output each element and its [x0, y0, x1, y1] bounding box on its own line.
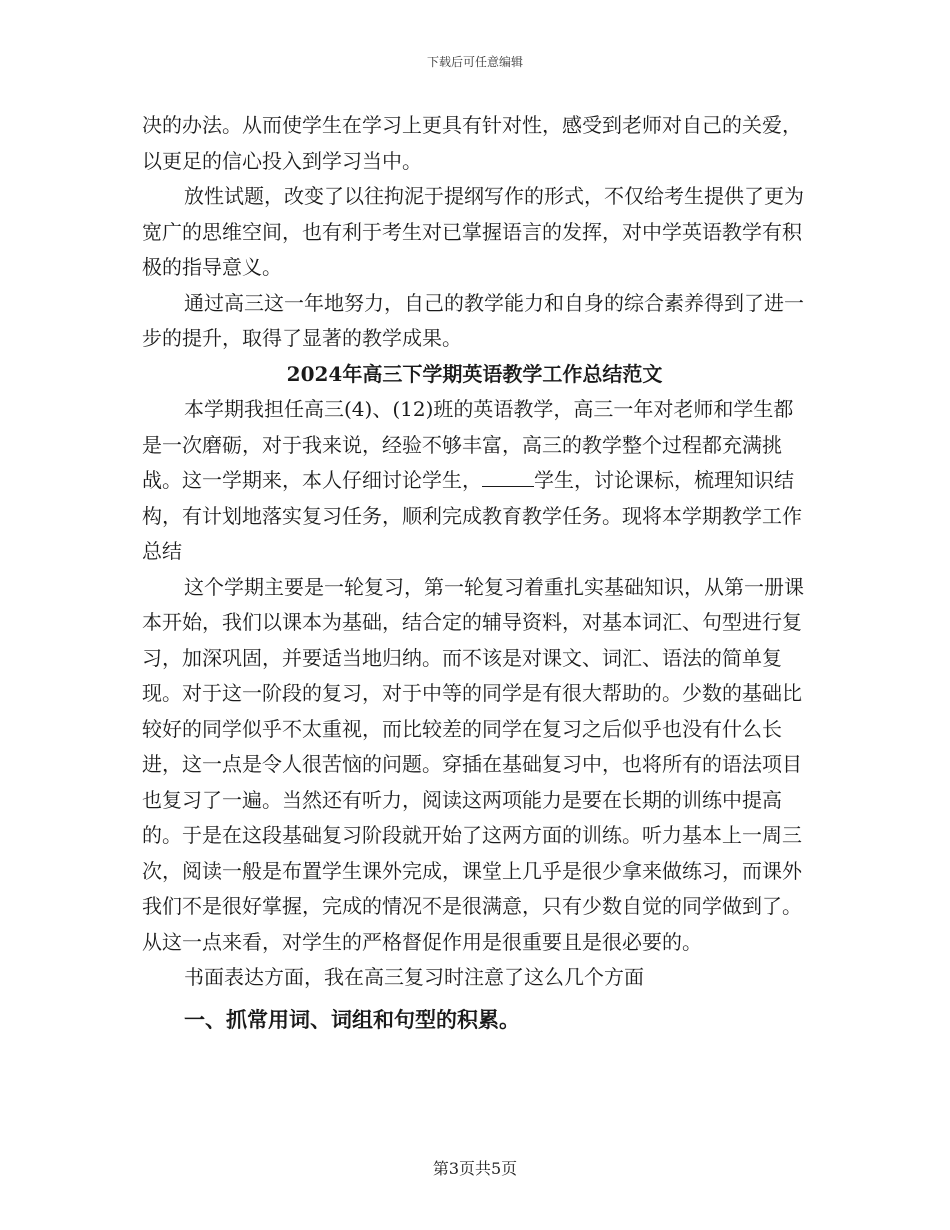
page-footer: 第3页共5页 [432, 1159, 518, 1178]
section-heading-1: 一、抓常用词、词组和句型的积累。 [184, 1006, 520, 1032]
paragraph-6: 书面表达方面，我在高三复习时注意了这么几个方面 [184, 965, 644, 989]
paragraph-2: 放性试题，改变了以往拘泥于提纲写作的形式，不仅给考生提供了更为宽广的思维空间，也有利于考生对已掌握语言的发挥，对中学英语教学有积极的指导意义。 [142, 184, 804, 279]
paragraph-1: 决的办法。从而使学生在学习上更具有针对性，感受到老师对自己的关爱，以更足的信心投入到学习当中。 [142, 113, 802, 173]
fill-blank [482, 468, 534, 487]
document-body [142, 108, 807, 1037]
paragraph-3: 通过高三这一年地努力，自己的教学能力和自身的综合素养得到了进一步的提升，取得了显著的教学成果。 [142, 290, 804, 350]
paragraph-5: 这个学期主要是一轮复习，第一轮复习着重扎实基础知识，从第一册课本开始，我们以课本为基础，结合定的辅导资料，对基本词汇、句型进行复习，加深巩固，并要适当地归纳。而不该是对课文、词汇、语法的简单复现。对于这一阶段的复习，对于中等的同学是有很大帮助的。少数的基础比较好的同学似乎不太重视，而比较差的同学在复习之后似乎也没有什么长进，这一点是令人很苦恼的问题。穿插在基础复习中，也将所有的语法项目也复习了一遍。当然还有听力，阅读这两项能力是要在长期的训练中提高的。于是在这段基础复习阶段就开始了这两方面的训练。听力基本上一周三次，阅读一般是布置学生课外完成，课堂上几乎是很少拿来做练习，而课外我们不是很好掌握，完成的情况不是很满意，只有少数自觉的同学做到了。从这一点来看，对学生的严格督促作用是很重要且是很必要的。 [142, 574, 804, 954]
paragraph-4-part-2: 学生，讨论课标，梳理知识结构，有计划地落实复习任务，顺利完成教育教学任务。现将本学期教学工作总结 [142, 468, 802, 563]
paragraph-4-part-1: 本学期我担任高三(4)、(12)班的英语教学，高三一年对老师和学生都是一次磨砺，对于我来说，经验不够丰富，高三的教学整个过程都充满挑战。这一学期来，本人仔细讨论学生， [142, 397, 794, 492]
document-title: 2024年高三下学期英语教学工作总结范文 [286, 361, 663, 386]
page-header: 下载后可任意编辑 [426, 55, 523, 69]
paragraph-4 [142, 392, 807, 570]
